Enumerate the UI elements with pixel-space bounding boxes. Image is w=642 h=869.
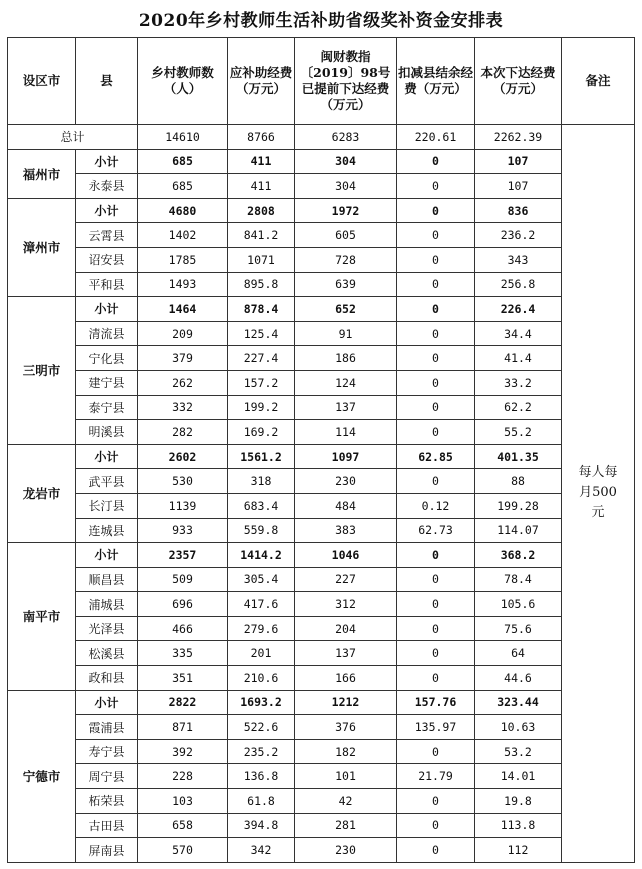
county-name: 古田县 — [76, 813, 138, 838]
county-subsidy: 199.2 — [228, 395, 295, 420]
county-row — [8, 321, 635, 346]
county-teachers: 228 — [138, 764, 228, 789]
county-prepaid: 91 — [295, 321, 397, 346]
city-name: 宁德市 — [8, 690, 76, 862]
county-teachers: 379 — [138, 346, 228, 371]
total-subsidy: 8766 — [228, 125, 295, 150]
subtotal-teachers: 2822 — [138, 690, 228, 715]
county-name: 顺昌县 — [76, 567, 138, 592]
county-teachers: 933 — [138, 518, 228, 543]
county-current: 343 — [475, 247, 562, 272]
county-teachers: 466 — [138, 616, 228, 641]
total-prepaid: 6283 — [295, 125, 397, 150]
county-deduct: 0 — [397, 395, 475, 420]
county-subsidy: 136.8 — [228, 764, 295, 789]
county-subsidy: 841.2 — [228, 223, 295, 248]
county-prepaid: 605 — [295, 223, 397, 248]
county-current: 34.4 — [475, 321, 562, 346]
county-name: 连城县 — [76, 518, 138, 543]
county-row — [8, 715, 635, 740]
subtotal-deduct: 0 — [397, 297, 475, 322]
subtotal-row — [8, 149, 635, 174]
subtotal-prepaid: 1972 — [295, 198, 397, 223]
county-subsidy: 227.4 — [228, 346, 295, 371]
county-subsidy: 210.6 — [228, 666, 295, 691]
county-prepaid: 281 — [295, 813, 397, 838]
county-subsidy: 417.6 — [228, 592, 295, 617]
county-current: 14.01 — [475, 764, 562, 789]
subtotal-prepaid: 652 — [295, 297, 397, 322]
county-subsidy: 201 — [228, 641, 295, 666]
subtotal-current: 836 — [475, 198, 562, 223]
subtotal-deduct: 62.85 — [397, 444, 475, 469]
subtotal-label: 小计 — [76, 297, 138, 322]
county-current: 19.8 — [475, 789, 562, 814]
county-teachers: 1402 — [138, 223, 228, 248]
county-row — [8, 395, 635, 420]
county-prepaid: 137 — [295, 641, 397, 666]
subtotal-label: 小计 — [76, 444, 138, 469]
county-subsidy: 157.2 — [228, 370, 295, 395]
county-row — [8, 739, 635, 764]
county-prepaid: 137 — [295, 395, 397, 420]
county-subsidy: 895.8 — [228, 272, 295, 297]
county-row — [8, 346, 635, 371]
county-subsidy: 169.2 — [228, 420, 295, 445]
county-subsidy: 125.4 — [228, 321, 295, 346]
county-current: 41.4 — [475, 346, 562, 371]
county-teachers: 509 — [138, 567, 228, 592]
county-current: 64 — [475, 641, 562, 666]
county-row — [8, 493, 635, 518]
county-name: 寿宁县 — [76, 739, 138, 764]
county-deduct: 21.79 — [397, 764, 475, 789]
county-deduct: 0 — [397, 321, 475, 346]
county-deduct: 0 — [397, 346, 475, 371]
header-city: 设区市 — [8, 38, 76, 125]
county-current: 88 — [475, 469, 562, 494]
county-deduct: 0 — [397, 174, 475, 199]
county-teachers: 209 — [138, 321, 228, 346]
county-teachers: 332 — [138, 395, 228, 420]
county-deduct: 0 — [397, 813, 475, 838]
header-county: 县 — [76, 38, 138, 125]
subtotal-teachers: 685 — [138, 149, 228, 174]
county-current: 236.2 — [475, 223, 562, 248]
county-deduct: 0 — [397, 420, 475, 445]
county-current: 199.28 — [475, 493, 562, 518]
county-teachers: 1785 — [138, 247, 228, 272]
county-current: 10.63 — [475, 715, 562, 740]
county-current: 113.8 — [475, 813, 562, 838]
county-deduct: 0 — [397, 616, 475, 641]
county-teachers: 685 — [138, 174, 228, 199]
county-current: 53.2 — [475, 739, 562, 764]
subtotal-label: 小计 — [76, 543, 138, 568]
subtotal-row — [8, 444, 635, 469]
county-prepaid: 639 — [295, 272, 397, 297]
county-current: 105.6 — [475, 592, 562, 617]
county-name: 武平县 — [76, 469, 138, 494]
county-teachers: 262 — [138, 370, 228, 395]
subtotal-teachers: 4680 — [138, 198, 228, 223]
subtotal-current: 368.2 — [475, 543, 562, 568]
county-name: 屏南县 — [76, 838, 138, 863]
remark-text: 每人每月500元 — [578, 465, 618, 521]
county-prepaid: 42 — [295, 789, 397, 814]
total-row — [8, 125, 635, 150]
county-name: 长汀县 — [76, 493, 138, 518]
county-prepaid: 227 — [295, 567, 397, 592]
county-prepaid: 728 — [295, 247, 397, 272]
subtotal-row — [8, 297, 635, 322]
county-subsidy: 305.4 — [228, 567, 295, 592]
subtotal-label: 小计 — [76, 198, 138, 223]
county-row — [8, 370, 635, 395]
header-subsidy: 应补助经费（万元） — [228, 38, 295, 125]
county-name: 诏安县 — [76, 247, 138, 272]
county-deduct: 0 — [397, 739, 475, 764]
city-name: 福州市 — [8, 149, 76, 198]
county-name: 云霄县 — [76, 223, 138, 248]
subtotal-current: 323.44 — [475, 690, 562, 715]
city-name: 龙岩市 — [8, 444, 76, 542]
county-prepaid: 230 — [295, 469, 397, 494]
county-name: 平和县 — [76, 272, 138, 297]
subtotal-deduct: 0 — [397, 198, 475, 223]
county-deduct: 0 — [397, 567, 475, 592]
total-teachers: 14610 — [138, 125, 228, 150]
subtotal-row — [8, 198, 635, 223]
county-row — [8, 174, 635, 199]
county-current: 75.6 — [475, 616, 562, 641]
county-teachers: 335 — [138, 641, 228, 666]
county-row — [8, 813, 635, 838]
county-prepaid: 124 — [295, 370, 397, 395]
county-row — [8, 223, 635, 248]
total-deduct: 220.61 — [397, 125, 475, 150]
county-deduct: 135.97 — [397, 715, 475, 740]
subtotal-deduct: 157.76 — [397, 690, 475, 715]
county-prepaid: 182 — [295, 739, 397, 764]
subtotal-subsidy: 878.4 — [228, 297, 295, 322]
county-subsidy: 683.4 — [228, 493, 295, 518]
subtotal-deduct: 0 — [397, 543, 475, 568]
county-prepaid: 230 — [295, 838, 397, 863]
county-deduct: 0 — [397, 592, 475, 617]
county-row — [8, 247, 635, 272]
county-current: 44.6 — [475, 666, 562, 691]
county-name: 建宁县 — [76, 370, 138, 395]
county-prepaid: 484 — [295, 493, 397, 518]
county-subsidy: 522.6 — [228, 715, 295, 740]
subtotal-subsidy: 1693.2 — [228, 690, 295, 715]
county-subsidy: 411 — [228, 174, 295, 199]
subtotal-current: 226.4 — [475, 297, 562, 322]
city-name: 三明市 — [8, 297, 76, 445]
header-teachers: 乡村教师数（人） — [138, 38, 228, 125]
county-current: 112 — [475, 838, 562, 863]
county-row — [8, 592, 635, 617]
county-current: 55.2 — [475, 420, 562, 445]
county-row — [8, 518, 635, 543]
county-prepaid: 101 — [295, 764, 397, 789]
county-prepaid: 186 — [295, 346, 397, 371]
county-name: 光泽县 — [76, 616, 138, 641]
subtotal-label: 小计 — [76, 690, 138, 715]
county-teachers: 1493 — [138, 272, 228, 297]
county-name: 松溪县 — [76, 641, 138, 666]
subtotal-current: 107 — [475, 149, 562, 174]
county-teachers: 282 — [138, 420, 228, 445]
county-subsidy: 61.8 — [228, 789, 295, 814]
county-subsidy: 342 — [228, 838, 295, 863]
county-subsidy: 279.6 — [228, 616, 295, 641]
county-deduct: 0.12 — [397, 493, 475, 518]
county-current: 114.07 — [475, 518, 562, 543]
county-deduct: 0 — [397, 247, 475, 272]
county-teachers: 392 — [138, 739, 228, 764]
county-row — [8, 420, 635, 445]
county-prepaid: 166 — [295, 666, 397, 691]
county-deduct: 0 — [397, 838, 475, 863]
subtotal-subsidy: 1414.2 — [228, 543, 295, 568]
county-deduct: 0 — [397, 370, 475, 395]
county-subsidy: 318 — [228, 469, 295, 494]
city-name: 南平市 — [8, 543, 76, 691]
county-name: 政和县 — [76, 666, 138, 691]
county-teachers: 1139 — [138, 493, 228, 518]
subtotal-current: 401.35 — [475, 444, 562, 469]
county-row — [8, 616, 635, 641]
subtotal-row — [8, 690, 635, 715]
total-label: 总计 — [8, 125, 138, 150]
county-subsidy: 1071 — [228, 247, 295, 272]
county-row — [8, 469, 635, 494]
county-teachers: 658 — [138, 813, 228, 838]
county-teachers: 696 — [138, 592, 228, 617]
subtotal-label: 小计 — [76, 149, 138, 174]
header-deduct: 扣减县结余经费（万元） — [397, 38, 475, 125]
header-remark: 备注 — [562, 38, 635, 125]
county-deduct: 0 — [397, 666, 475, 691]
county-teachers: 570 — [138, 838, 228, 863]
county-current: 107 — [475, 174, 562, 199]
subtotal-prepaid: 1097 — [295, 444, 397, 469]
subtotal-prepaid: 1212 — [295, 690, 397, 715]
county-teachers: 871 — [138, 715, 228, 740]
subtotal-subsidy: 2808 — [228, 198, 295, 223]
county-name: 泰宁县 — [76, 395, 138, 420]
county-prepaid: 383 — [295, 518, 397, 543]
county-name: 柘荣县 — [76, 789, 138, 814]
county-row — [8, 567, 635, 592]
county-row — [8, 789, 635, 814]
county-deduct: 0 — [397, 789, 475, 814]
county-deduct: 0 — [397, 272, 475, 297]
subtotal-teachers: 2357 — [138, 543, 228, 568]
header-prepaid: 闽财教指〔2019〕98号已提前下达经费（万元） — [295, 38, 397, 125]
county-deduct: 62.73 — [397, 518, 475, 543]
subtotal-row — [8, 543, 635, 568]
county-deduct: 0 — [397, 223, 475, 248]
county-deduct: 0 — [397, 469, 475, 494]
county-row — [8, 641, 635, 666]
allocation-table — [7, 37, 635, 863]
county-prepaid: 204 — [295, 616, 397, 641]
county-teachers: 103 — [138, 789, 228, 814]
county-row — [8, 666, 635, 691]
remark-cell — [562, 125, 635, 863]
subtotal-prepaid: 1046 — [295, 543, 397, 568]
header-current: 本次下达经费（万元） — [475, 38, 562, 125]
city-name: 漳州市 — [8, 198, 76, 296]
county-subsidy: 235.2 — [228, 739, 295, 764]
county-name: 宁化县 — [76, 346, 138, 371]
county-current: 78.4 — [475, 567, 562, 592]
county-name: 清流县 — [76, 321, 138, 346]
county-deduct: 0 — [397, 641, 475, 666]
subtotal-subsidy: 1561.2 — [228, 444, 295, 469]
county-name: 明溪县 — [76, 420, 138, 445]
county-subsidy: 559.8 — [228, 518, 295, 543]
county-current: 62.2 — [475, 395, 562, 420]
subtotal-deduct: 0 — [397, 149, 475, 174]
county-subsidy: 394.8 — [228, 813, 295, 838]
county-prepaid: 312 — [295, 592, 397, 617]
county-prepaid: 376 — [295, 715, 397, 740]
page-title: 2020年乡村教师生活补助省级奖补资金安排表 — [138, 11, 504, 31]
county-prepaid: 114 — [295, 420, 397, 445]
total-current: 2262.39 — [475, 125, 562, 150]
county-name: 霞浦县 — [76, 715, 138, 740]
county-row — [8, 838, 635, 863]
county-row — [8, 764, 635, 789]
county-teachers: 351 — [138, 666, 228, 691]
subtotal-teachers: 1464 — [138, 297, 228, 322]
county-current: 256.8 — [475, 272, 562, 297]
county-prepaid: 304 — [295, 174, 397, 199]
county-current: 33.2 — [475, 370, 562, 395]
header-row — [8, 38, 635, 125]
county-name: 浦城县 — [76, 592, 138, 617]
county-name: 永泰县 — [76, 174, 138, 199]
subtotal-prepaid: 304 — [295, 149, 397, 174]
subtotal-teachers: 2602 — [138, 444, 228, 469]
county-row — [8, 272, 635, 297]
subtotal-subsidy: 411 — [228, 149, 295, 174]
county-teachers: 530 — [138, 469, 228, 494]
county-name: 周宁县 — [76, 764, 138, 789]
